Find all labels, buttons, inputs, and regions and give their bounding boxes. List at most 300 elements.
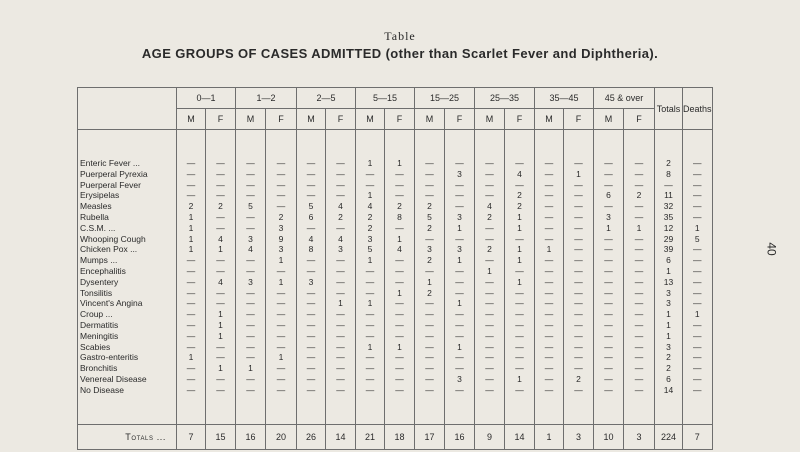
count-cell: 1 — [356, 190, 385, 201]
header-male: M — [535, 109, 564, 130]
count-cell: 1 — [206, 363, 236, 374]
count-cell: — — [564, 298, 594, 309]
count-cell: 8 — [297, 244, 326, 255]
count-cell: — — [564, 363, 594, 374]
count-cell: — — [475, 223, 505, 234]
count-cell: — — [326, 385, 356, 396]
count-cell: 2 — [266, 212, 297, 223]
total-cell: 18 — [385, 424, 415, 449]
row-total: 3 — [655, 288, 683, 299]
count-cell: — — [177, 342, 206, 353]
count-cell: — — [236, 342, 266, 353]
count-cell: — — [326, 309, 356, 320]
row-total: 1 — [655, 320, 683, 331]
count-cell: 1 — [505, 374, 535, 385]
header-deaths: Deaths — [683, 88, 713, 130]
count-cell: 8 — [385, 212, 415, 223]
count-cell: — — [445, 201, 475, 212]
count-cell: — — [624, 212, 655, 223]
table-row — [78, 298, 713, 309]
count-cell: 5 — [236, 201, 266, 212]
row-deaths: 1 — [683, 223, 713, 234]
count-cell: — — [177, 374, 206, 385]
count-cell: — — [236, 180, 266, 191]
count-cell: — — [326, 180, 356, 191]
disease-name: Bronchitis — [80, 363, 118, 374]
count-cell: 5 — [297, 201, 326, 212]
spacer-cell — [297, 396, 326, 425]
count-cell: — — [564, 255, 594, 266]
table-row — [78, 342, 713, 353]
count-cell: — — [564, 277, 594, 288]
count-cell: — — [356, 352, 385, 363]
count-cell: — — [445, 190, 475, 201]
count-cell: — — [445, 385, 475, 396]
count-cell: — — [266, 201, 297, 212]
header-row-age-groups — [78, 88, 713, 109]
row-total: 2 — [655, 363, 683, 374]
total-cell: 9 — [475, 424, 505, 449]
count-cell: — — [266, 309, 297, 320]
header-age-group: 25—35 — [475, 88, 535, 109]
count-cell: — — [385, 223, 415, 234]
row-total: 12 — [655, 223, 683, 234]
count-cell: — — [594, 244, 624, 255]
count-cell: — — [564, 288, 594, 299]
count-cell: 3 — [266, 244, 297, 255]
count-cell: — — [177, 255, 206, 266]
count-cell: — — [236, 374, 266, 385]
table-spacer — [78, 396, 713, 425]
count-cell: — — [415, 309, 445, 320]
count-cell: — — [535, 309, 564, 320]
count-cell: 3 — [236, 234, 266, 245]
count-cell: — — [356, 180, 385, 191]
count-cell: 1 — [505, 255, 535, 266]
row-total: 39 — [655, 244, 683, 255]
count-cell: 1 — [177, 212, 206, 223]
header-female: F — [326, 109, 356, 130]
count-cell: — — [564, 130, 594, 169]
count-cell: — — [177, 331, 206, 342]
count-cell: 1 — [236, 363, 266, 374]
count-cell: — — [475, 277, 505, 288]
count-cell: — — [297, 385, 326, 396]
spacer-cell — [78, 396, 177, 425]
header-male: M — [356, 109, 385, 130]
count-cell: — — [415, 363, 445, 374]
count-cell: — — [206, 190, 236, 201]
count-cell: 9 — [266, 234, 297, 245]
count-cell: — — [624, 244, 655, 255]
disease-name: Gastro-enteritis — [80, 352, 139, 363]
count-cell: — — [356, 266, 385, 277]
count-cell: — — [505, 352, 535, 363]
count-cell: — — [326, 190, 356, 201]
count-cell: — — [445, 320, 475, 331]
count-cell: — — [415, 320, 445, 331]
count-cell: — — [594, 309, 624, 320]
count-cell: — — [356, 320, 385, 331]
table-row — [78, 320, 713, 331]
count-cell: 1 — [385, 234, 415, 245]
count-cell: — — [505, 320, 535, 331]
count-cell: 4 — [356, 201, 385, 212]
count-cell: — — [236, 298, 266, 309]
count-cell: — — [356, 169, 385, 180]
row-deaths: — — [683, 277, 713, 288]
disease-name: Whooping Cough — [80, 233, 146, 244]
spacer-cell — [535, 396, 564, 425]
total-cell: 16 — [445, 424, 475, 449]
table-row — [78, 309, 713, 320]
count-cell: — — [624, 169, 655, 180]
count-cell: — — [505, 180, 535, 191]
count-cell: — — [326, 277, 356, 288]
disease-name-cell — [78, 309, 177, 320]
count-cell: 1 — [206, 320, 236, 331]
count-cell: 1 — [445, 223, 475, 234]
count-cell: — — [206, 223, 236, 234]
count-cell: 2 — [177, 201, 206, 212]
disease-name: Puerperal Pyrexia — [80, 168, 148, 179]
count-cell: — — [594, 201, 624, 212]
count-cell: — — [475, 190, 505, 201]
disease-name-cell — [78, 385, 177, 396]
count-cell: — — [564, 180, 594, 191]
count-cell: — — [415, 266, 445, 277]
count-cell: — — [594, 298, 624, 309]
count-cell: — — [624, 352, 655, 363]
count-cell: — — [535, 277, 564, 288]
count-cell: — — [206, 169, 236, 180]
count-cell: — — [564, 352, 594, 363]
count-cell: — — [356, 288, 385, 299]
count-cell: 1 — [385, 342, 415, 353]
disease-name: Enteric Fever ... — [80, 158, 140, 168]
count-cell: — — [475, 363, 505, 374]
header-totals: Totals — [655, 88, 683, 130]
count-cell: — — [326, 288, 356, 299]
count-cell: — — [297, 363, 326, 374]
row-total: 1 — [655, 331, 683, 342]
count-cell: — — [297, 169, 326, 180]
count-cell: — — [475, 385, 505, 396]
count-cell: — — [505, 309, 535, 320]
count-cell: — — [206, 352, 236, 363]
count-cell: — — [236, 352, 266, 363]
count-cell: — — [624, 180, 655, 191]
total-cell: 17 — [415, 424, 445, 449]
table-body — [78, 130, 713, 450]
row-deaths: — — [683, 169, 713, 180]
count-cell: 1 — [445, 298, 475, 309]
header-male: M — [177, 109, 206, 130]
count-cell: — — [624, 277, 655, 288]
count-cell: — — [236, 169, 266, 180]
grand-total: 224 — [655, 424, 683, 449]
table-row — [78, 244, 713, 255]
count-cell: 1 — [505, 277, 535, 288]
count-cell: — — [564, 201, 594, 212]
count-cell: — — [475, 331, 505, 342]
count-cell: — — [505, 298, 535, 309]
count-cell: 3 — [445, 169, 475, 180]
count-cell: 1 — [624, 223, 655, 234]
count-cell: — — [505, 288, 535, 299]
table-row — [78, 288, 713, 299]
count-cell: 1 — [266, 255, 297, 266]
count-cell: — — [326, 374, 356, 385]
disease-name: Dermatitis — [80, 319, 119, 330]
count-cell: 4 — [236, 244, 266, 255]
header-male: M — [297, 109, 326, 130]
count-cell: — — [624, 130, 655, 169]
count-cell: — — [415, 331, 445, 342]
disease-name: Meningitis — [80, 330, 119, 341]
total-cell: 14 — [326, 424, 356, 449]
count-cell: — — [206, 255, 236, 266]
row-total: 29 — [655, 234, 683, 245]
count-cell: — — [297, 374, 326, 385]
count-cell: — — [326, 266, 356, 277]
count-cell: 1 — [266, 277, 297, 288]
count-cell: — — [415, 130, 445, 169]
count-cell: 2 — [326, 212, 356, 223]
count-cell: — — [266, 320, 297, 331]
count-cell: — — [236, 320, 266, 331]
count-cell: — — [297, 320, 326, 331]
spacer-cell — [415, 396, 445, 425]
totals-row — [78, 424, 713, 449]
table-row — [78, 212, 713, 223]
count-cell: — — [385, 190, 415, 201]
age-groups-table — [77, 87, 713, 450]
count-cell: — — [475, 180, 505, 191]
count-cell: — — [177, 277, 206, 288]
count-cell: — — [177, 298, 206, 309]
spacer-cell — [683, 396, 713, 425]
spacer-cell — [594, 396, 624, 425]
count-cell: — — [177, 363, 206, 374]
count-cell: — — [594, 277, 624, 288]
count-cell: 1 — [475, 266, 505, 277]
count-cell: 3 — [445, 244, 475, 255]
count-cell: — — [535, 320, 564, 331]
count-cell: — — [594, 288, 624, 299]
header-age-group: 1—2 — [236, 88, 297, 109]
header-male: M — [475, 109, 505, 130]
count-cell: — — [356, 277, 385, 288]
count-cell: — — [356, 309, 385, 320]
count-cell: 2 — [415, 223, 445, 234]
count-cell: — — [535, 190, 564, 201]
count-cell: — — [535, 331, 564, 342]
row-total: 2 — [655, 130, 683, 169]
row-deaths: 1 — [683, 309, 713, 320]
count-cell: 2 — [385, 201, 415, 212]
disease-name-cell — [78, 277, 177, 288]
count-cell: — — [297, 223, 326, 234]
count-cell: 2 — [415, 288, 445, 299]
count-cell: — — [535, 130, 564, 169]
row-total: 6 — [655, 255, 683, 266]
table-row — [78, 363, 713, 374]
disease-name: Encephalitis — [80, 265, 126, 276]
count-cell: — — [594, 255, 624, 266]
row-total: 6 — [655, 374, 683, 385]
row-deaths: — — [683, 331, 713, 342]
count-cell: 1 — [177, 234, 206, 245]
count-cell: — — [385, 298, 415, 309]
count-cell: — — [206, 212, 236, 223]
row-total: 13 — [655, 277, 683, 288]
count-cell: — — [266, 385, 297, 396]
count-cell: — — [326, 130, 356, 169]
count-cell: — — [236, 190, 266, 201]
row-total: 14 — [655, 385, 683, 396]
row-total: 1 — [655, 309, 683, 320]
count-cell: 3 — [326, 244, 356, 255]
count-cell: 4 — [326, 234, 356, 245]
count-cell: — — [535, 352, 564, 363]
disease-name-cell — [78, 234, 177, 245]
count-cell: — — [177, 266, 206, 277]
row-deaths: — — [683, 255, 713, 266]
header-corner — [78, 88, 177, 130]
count-cell: — — [445, 352, 475, 363]
count-cell: — — [236, 130, 266, 169]
count-cell: 4 — [326, 201, 356, 212]
count-cell: — — [564, 190, 594, 201]
count-cell: — — [594, 169, 624, 180]
count-cell: 3 — [445, 374, 475, 385]
count-cell: 3 — [297, 277, 326, 288]
count-cell: — — [594, 342, 624, 353]
count-cell: 1 — [415, 277, 445, 288]
row-total: 1 — [655, 266, 683, 277]
count-cell: — — [475, 352, 505, 363]
count-cell: — — [475, 309, 505, 320]
disease-name-cell — [78, 298, 177, 309]
count-cell: — — [535, 363, 564, 374]
count-cell: — — [177, 320, 206, 331]
count-cell: — — [236, 309, 266, 320]
disease-name-cell — [78, 212, 177, 223]
count-cell: — — [297, 331, 326, 342]
count-cell: — — [505, 331, 535, 342]
disease-name-cell — [78, 223, 177, 234]
count-cell: — — [415, 385, 445, 396]
count-cell: — — [385, 374, 415, 385]
count-cell: 1 — [505, 244, 535, 255]
count-cell: — — [445, 309, 475, 320]
count-cell: — — [177, 169, 206, 180]
table-row — [78, 255, 713, 266]
disease-name: C.S.M. ... — [80, 222, 116, 233]
count-cell: — — [385, 169, 415, 180]
count-cell: 1 — [206, 309, 236, 320]
count-cell: 4 — [505, 169, 535, 180]
count-cell: — — [385, 309, 415, 320]
count-cell: — — [415, 298, 445, 309]
header-female: F — [266, 109, 297, 130]
count-cell: 2 — [475, 244, 505, 255]
count-cell: 4 — [475, 201, 505, 212]
count-cell: — — [415, 342, 445, 353]
count-cell: — — [266, 288, 297, 299]
count-cell: 6 — [297, 212, 326, 223]
count-cell: — — [535, 288, 564, 299]
count-cell: — — [177, 288, 206, 299]
header-female: F — [385, 109, 415, 130]
count-cell: — — [326, 320, 356, 331]
disease-name-cell — [78, 180, 177, 191]
count-cell: — — [266, 298, 297, 309]
count-cell: — — [385, 277, 415, 288]
count-cell: — — [297, 190, 326, 201]
count-cell: — — [266, 180, 297, 191]
row-total: 3 — [655, 298, 683, 309]
count-cell: — — [564, 342, 594, 353]
total-cell: 21 — [356, 424, 385, 449]
row-deaths: — — [683, 180, 713, 191]
total-cell: 3 — [624, 424, 655, 449]
count-cell: — — [535, 212, 564, 223]
table-row — [78, 352, 713, 363]
count-cell: 1 — [206, 244, 236, 255]
count-cell: 1 — [385, 130, 415, 169]
count-cell: — — [624, 331, 655, 342]
header-female: F — [624, 109, 655, 130]
count-cell: — — [475, 288, 505, 299]
count-cell: — — [505, 342, 535, 353]
row-deaths: — — [683, 342, 713, 353]
row-total: 35 — [655, 212, 683, 223]
header-male: M — [236, 109, 266, 130]
disease-name-cell — [78, 190, 177, 201]
disease-name: Dysentery — [80, 276, 119, 287]
disease-name-cell — [78, 130, 177, 169]
count-cell: — — [356, 331, 385, 342]
row-total: 3 — [655, 342, 683, 353]
count-cell: 3 — [445, 212, 475, 223]
count-cell: — — [505, 363, 535, 374]
count-cell: — — [206, 266, 236, 277]
table-row — [78, 374, 713, 385]
count-cell: — — [475, 255, 505, 266]
count-cell: 4 — [206, 234, 236, 245]
disease-name: Scabies — [80, 341, 111, 352]
count-cell: — — [564, 331, 594, 342]
count-cell: — — [594, 180, 624, 191]
count-cell: — — [326, 169, 356, 180]
count-cell: 1 — [445, 255, 475, 266]
count-cell: — — [535, 374, 564, 385]
count-cell: 2 — [475, 212, 505, 223]
header-age-group: 5—15 — [356, 88, 415, 109]
count-cell: — — [624, 385, 655, 396]
count-cell: — — [594, 234, 624, 245]
count-cell: 1 — [505, 212, 535, 223]
count-cell: — — [535, 201, 564, 212]
row-deaths: — — [683, 374, 713, 385]
disease-name: Chicken Pox ... — [80, 244, 138, 255]
disease-name: Measles — [80, 201, 112, 212]
count-cell: — — [236, 223, 266, 234]
count-cell: 6 — [594, 190, 624, 201]
count-cell: — — [594, 331, 624, 342]
